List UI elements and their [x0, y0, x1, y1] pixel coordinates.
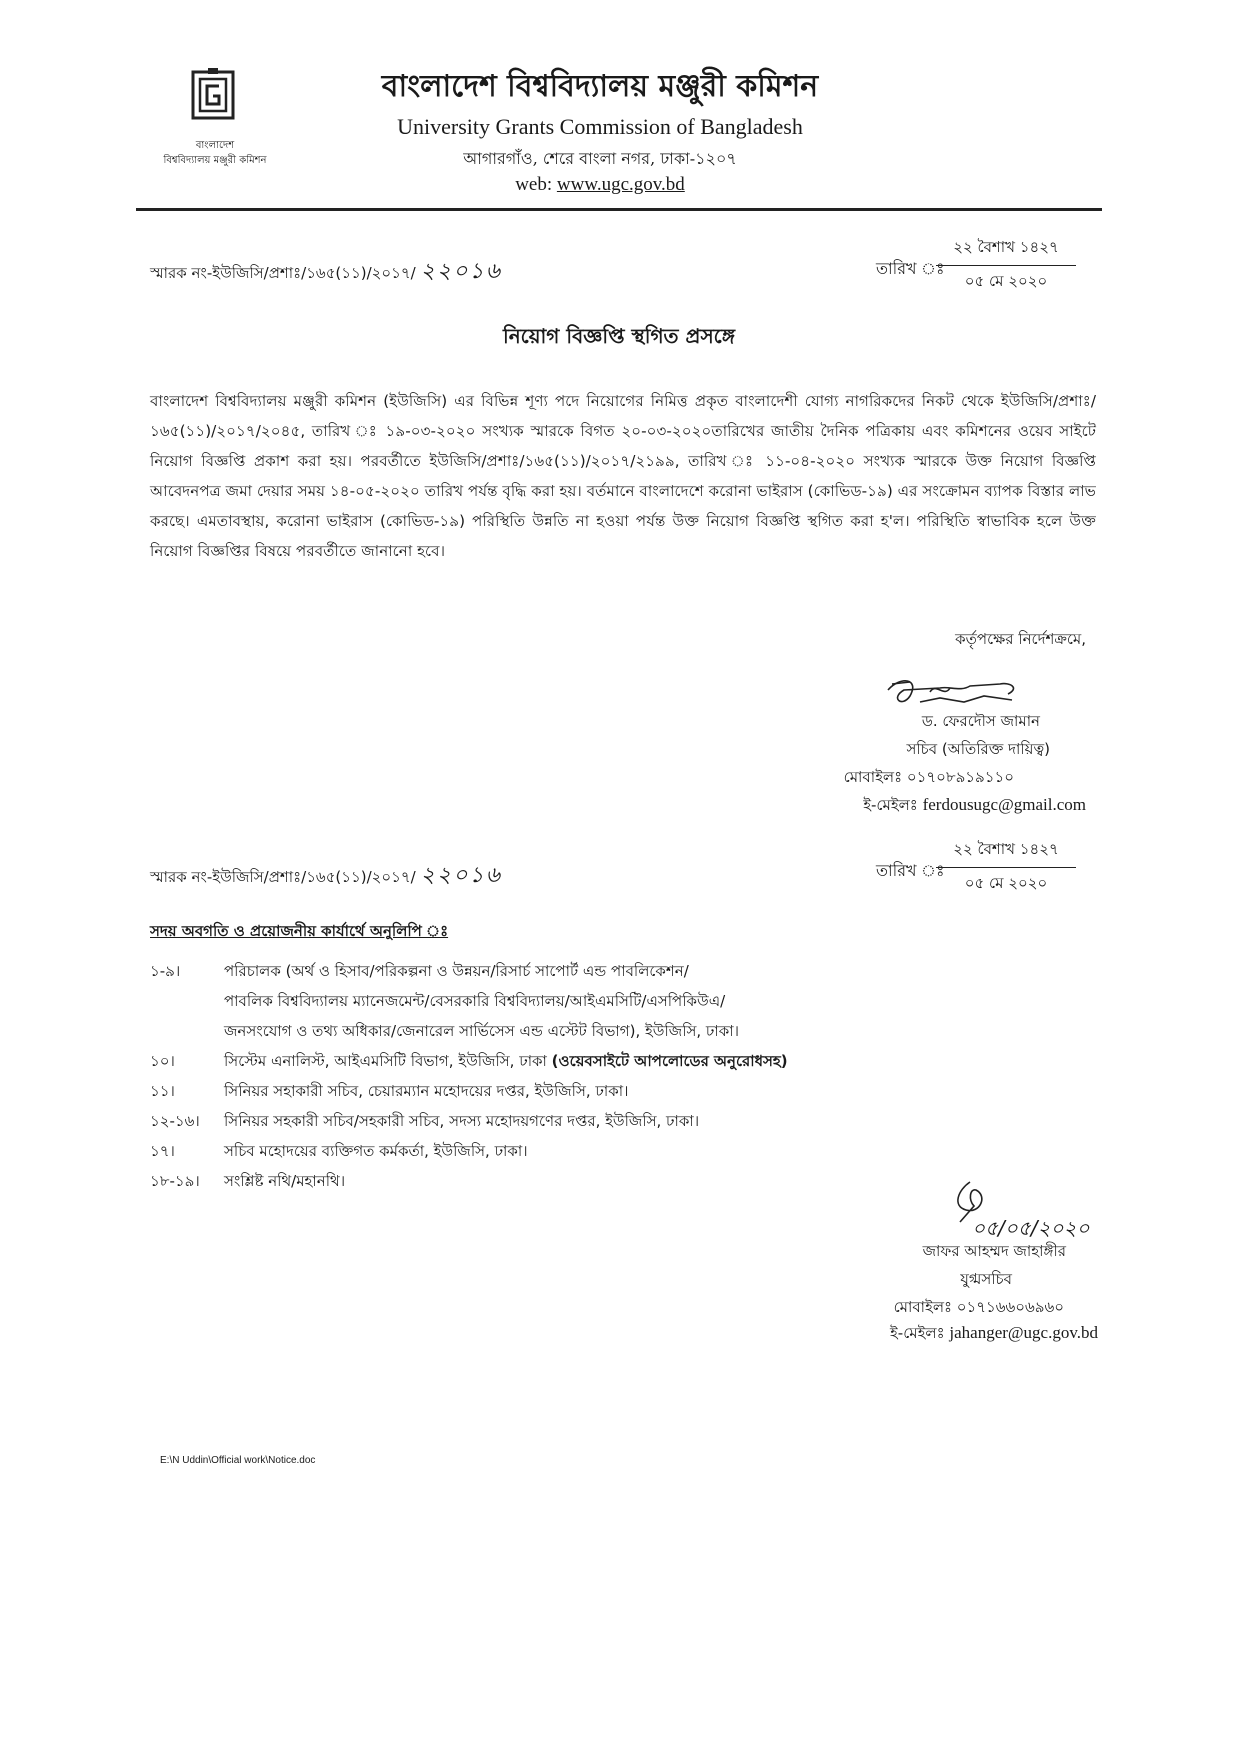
cc-item-number — [150, 986, 224, 1016]
date-english-1: ০৫ মে ২০২০ — [964, 272, 1048, 290]
cc-item-number: ১৭। — [150, 1142, 175, 1160]
email-address[interactable]: ferdousugc@gmail.com — [922, 795, 1086, 814]
signatory-2-name: জাফর আহম্মদ জাহাঙ্গীর — [922, 1242, 1066, 1260]
memo-ref-handwritten: ২২০১৬ — [420, 259, 502, 284]
cc-item — [150, 956, 1100, 986]
date-bangla-2: ২২ বৈশাখ ১৪২৭ — [936, 838, 1076, 868]
date-box-2 — [936, 838, 1076, 897]
cc-item-number: ১-৯। — [150, 962, 181, 980]
cc-item — [150, 1076, 1100, 1106]
cc-item — [150, 1046, 1100, 1076]
cc-item-text: জনসংযোগ ও তথ্য অধিকার/জেনারেল সার্ভিসেস এন্ড এস্টেট বিভাগ), ইউজিসি, ঢাকা। — [224, 1022, 739, 1040]
email-address[interactable]: jahanger@ugc.gov.bd — [949, 1323, 1098, 1342]
signatory-1-email — [863, 794, 1086, 819]
org-website — [300, 174, 900, 196]
cc-item-number — [150, 1016, 224, 1046]
logo-caption-line1: বাংলাদেশ — [195, 140, 235, 151]
cc-heading: সদয় অবগতি ও প্রয়োজনীয় কার্যার্থে অনুলিপি ঃ — [150, 922, 449, 940]
date-bangla-1: ২২ বৈশাখ ১৪২৭ — [936, 236, 1076, 266]
org-title-bangla: বাংলাদেশ বিশ্ববিদ্যালয় মঞ্জুরী কমিশন — [381, 69, 819, 104]
cc-item-text: পাবলিক বিশ্ববিদ্যালয় ম্যানেজমেন্ট/বেসরকারি বিশ্ববিদ্যালয়/আইএমসিটি/এসপিকিউএ/ — [224, 992, 726, 1010]
signatory-1-mobile: মোবাইলঃ ০১৭০৮৯১৯১১০ — [843, 768, 1014, 786]
cc-item — [150, 1016, 1100, 1046]
signatory-2-title: যুগ্মসচিব — [960, 1270, 1012, 1288]
signatory-2-mobile: মোবাইলঃ ০১৭১৬৬০৬৯৬০ — [893, 1298, 1064, 1316]
cc-item — [150, 986, 1100, 1016]
cc-item-text: সচিব মহোদয়ের ব্যক্তিগত কর্মকর্তা, ইউজিসি, ঢাকা। — [224, 1142, 528, 1160]
logo-caption-line2: বিশ্ববিদ্যালয় মঞ্জুরী কমিশন — [163, 155, 267, 166]
cc-list — [150, 956, 1100, 1196]
signatory-2-handwritten-date: ০৫/০৫/২০২০ — [972, 1216, 1090, 1240]
subject-heading: নিয়োগ বিজ্ঞপ্তি স্থগিত প্রসঙ্গে — [503, 324, 735, 348]
notice-body: বাংলাদেশ বিশ্ববিদ্যালয় মঞ্জুরী কমিশন (ইউজিসি) এর বিভিন্ন শূণ্য পদে নিয়োগের নিমিত্ত প্রকৃত বাংলাদেশী যোগ্য নাগরিকদের নিকট থেকে ইউজিসি/প্রশাঃ/১৬৫(১১)/২০১৭/২০৪৫, তারিখ ঃ ১৯-০৩-২০২০ সংখ্যক স্মারকে বিগত ২০-০৩-২০২০তারিখের জাতীয় দৈনিক পত্রিকায় এবং কমিশনের ওয়েব সাইটে নিয়োগ বিজ্ঞপ্তি প্রকাশ করা হয়। পরবর্তীতে ইউজিসি/প্রশাঃ/১৬৫(১১)/২০১৭/২১৯৯, তারিখ ঃ ১১-০৪-২০২০ সংখ্যক স্মারকে উক্ত নিয়োগ বিজ্ঞপ্তি আবেদনপত্র জমা দেয়ার সময় ১৪-০৫-২০২০ তারিখ পর্যন্ত বৃদ্ধি করা হয়। বর্তমানে বাংলাদেশে করোনা ভাইরাস (কোভিড-১৯) এর সংক্রোমন ব্যাপক বিস্তার লাভ করছে। এমতাবস্থায়, করোনা ভাইরাস (কোভিড-১৯) পরিস্থিতি উন্নতি না হওয়া পর্যন্ত উক্ত নিয়োগ বিজ্ঞপ্তি স্থগিত করা হ'ল। পরিস্থিতি স্বাভাবিক হলে উক্ত নিয়োগ বিজ্ঞপ্তির বিষয়ে পরবর্তীতে জানানো হবে। — [150, 392, 1096, 560]
file-path-footer: E:\N Uddin\Official work\Notice.doc — [160, 1455, 316, 1466]
org-address: আগারগাঁও, শেরে বাংলা নগর, ঢাকা-১২০৭ — [463, 149, 737, 168]
cc-item-number: ১০। — [150, 1052, 175, 1070]
cc-item-text: সিনিয়র সহাকারী সচিব, চেয়ারম্যান মহোদয়ের দপ্তর, ইউজিসি, ঢাকা। — [224, 1082, 629, 1100]
signatory-1-title: সচিব (অতিরিক্ত দায়িত্ব) — [906, 740, 1050, 758]
cc-item-number: ১১। — [150, 1082, 175, 1100]
date-label-2: তারিখ ঃ — [876, 861, 945, 880]
cc-item-number: ১৮-১৯। — [150, 1172, 200, 1190]
cc-item-emphasis: (ওয়েবসাইটে আপলোডের অনুরোধসহ) — [551, 1052, 788, 1070]
cc-item-text: সিনিয়র সহকারী সচিব/সহকারী সচিব, সদস্য মহোদয়গণের দপ্তর, ইউজিসি, ঢাকা। — [224, 1112, 700, 1130]
email-label: ই-মেইলঃ — [863, 796, 923, 814]
date-box-1 — [936, 236, 1076, 295]
web-label: web: — [515, 174, 557, 195]
cc-item-text: সংশ্লিষ্ট নথি/মহানথি। — [224, 1172, 346, 1190]
logo-caption — [140, 138, 290, 168]
cc-item-text: পরিচালক (অর্থ ও হিসাব/পরিকল্পনা ও উন্নয়ন/রিসার্চ সাপোর্ট এন্ড পাবলিকেশন/ — [224, 962, 689, 980]
web-link[interactable]: www.ugc.gov.bd — [556, 174, 685, 195]
date-label-1: তারিখ ঃ — [876, 259, 945, 278]
cc-item — [150, 1106, 1100, 1136]
org-title-english: University Grants Commission of Bangladesh — [397, 114, 803, 139]
ugc-logo-icon — [190, 68, 236, 122]
memo-reference-1 — [150, 254, 502, 291]
signatory-1-name: ড. ফেরদৌস জামান — [921, 712, 1040, 730]
cc-item-plain: সিস্টেম এনালিস্ট, আইএমসিটি বিভাগ, ইউজিসি, ঢাকা — [224, 1052, 552, 1070]
cc-item-number: ১২-১৬। — [150, 1112, 200, 1130]
header-divider — [136, 208, 1102, 211]
memo-ref-text: স্মারক নং-ইউজিসি/প্রশাঃ/১৬৫(১১)/২০১৭/ — [150, 264, 416, 282]
email-label: ই-মেইলঃ — [890, 1324, 950, 1342]
signatory-2-email — [890, 1322, 1098, 1347]
memo-ref-handwritten: ২২০১৬ — [420, 863, 502, 888]
memo-ref-text: স্মারক নং-ইউজিসি/প্রশাঃ/১৬৫(১১)/২০১৭/ — [150, 868, 416, 886]
authority-order-line: কর্তৃপক্ষের নির্দেশক্রমে, — [955, 630, 1086, 648]
date-english-2: ০৫ মে ২০২০ — [964, 874, 1048, 892]
cc-item-text — [224, 1046, 1100, 1076]
cc-item — [150, 1136, 1100, 1166]
memo-reference-2 — [150, 858, 502, 895]
